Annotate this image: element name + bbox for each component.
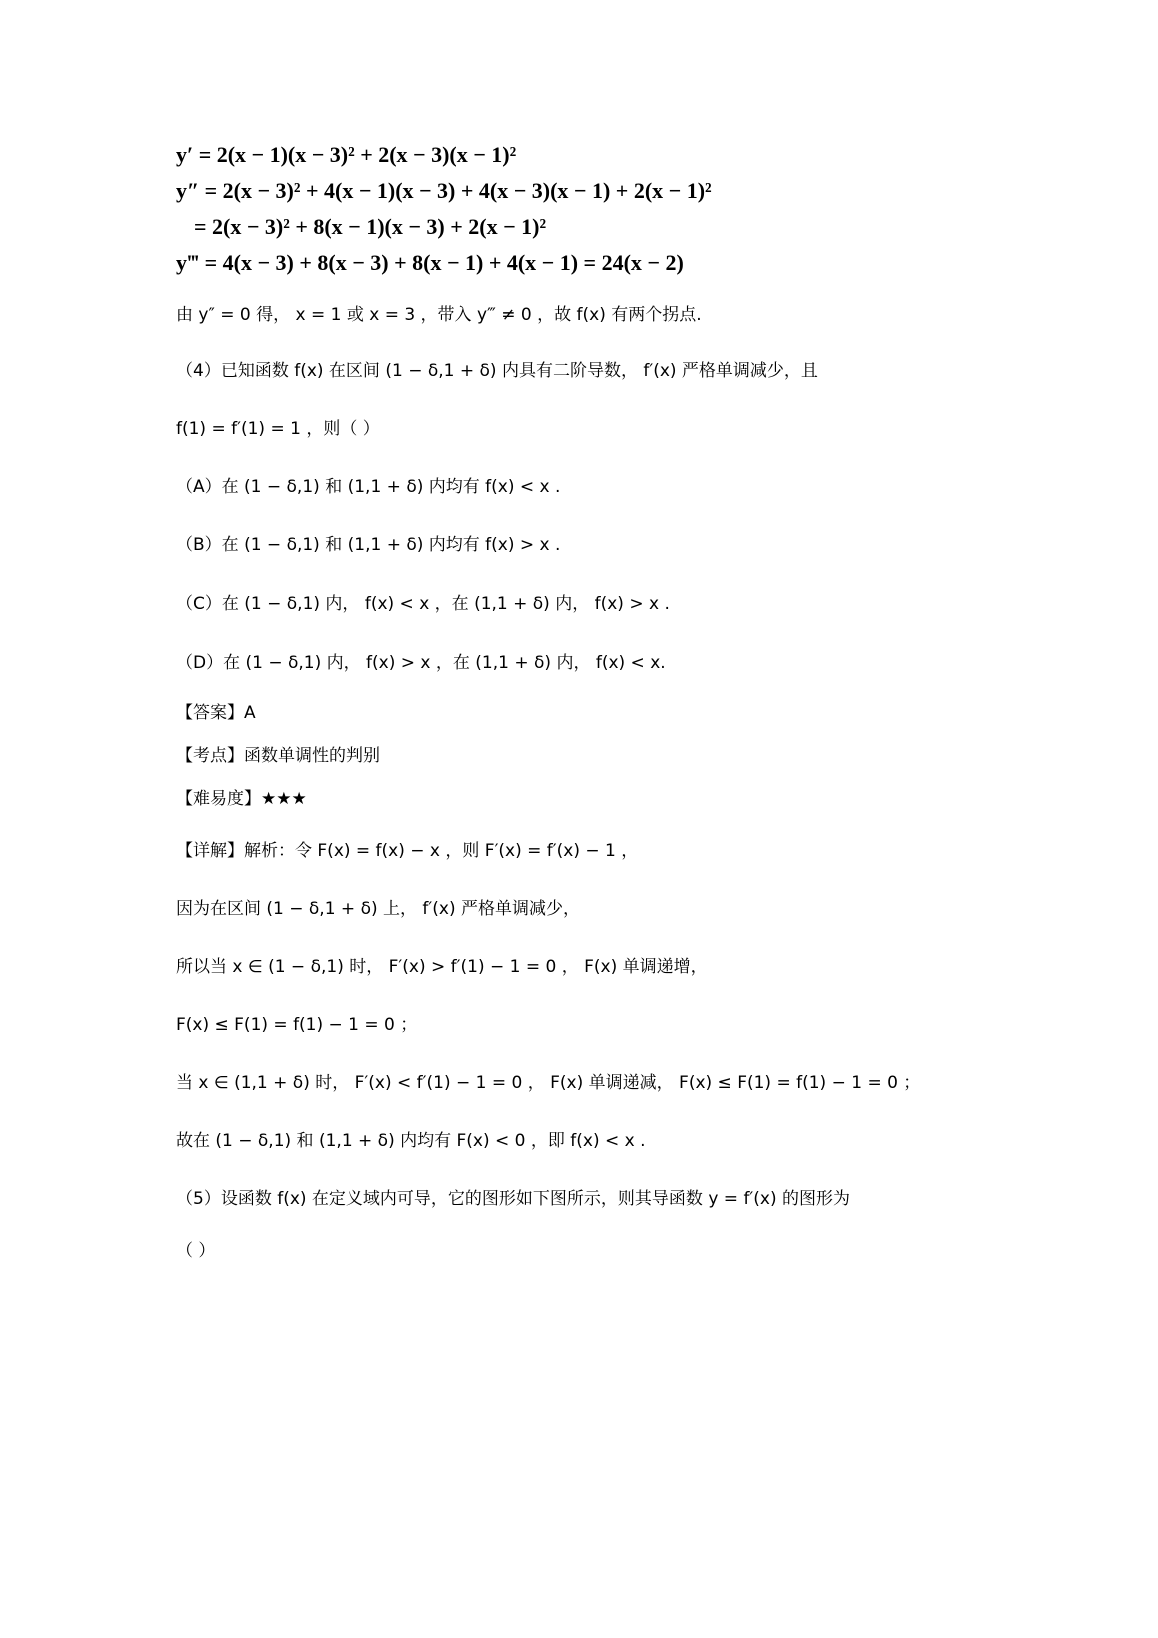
- detail-line-5: 当 x ∈ (1,1 + δ) 时， F′(x) < f′(1) − 1 = 0 ， F(x) 单调递减， F(x) ≤ F(1) = f(1) − 1 = 0 ；: [176, 1073, 921, 1093]
- question-4-condition: f(1) = f′(1) = 1 ，则（ ）: [176, 419, 380, 439]
- question-5-blank: （ ）: [176, 1241, 216, 1261]
- answer-label: 【答案】A: [176, 703, 256, 723]
- topic-label: 【考点】函数单调性的判别: [176, 746, 380, 766]
- option-c: （C）在 (1 − δ,1) 内， f(x) < x ，在 (1,1 + δ) 内， f(x) > x .: [176, 594, 670, 614]
- option-b: （B）在 (1 − δ,1) 和 (1,1 + δ) 内均有 f(x) > x .: [176, 535, 561, 555]
- derivative-y3: y‴ = 4(x − 3) + 8(x − 3) + 8(x − 1) + 4(x − 1) = 24(x − 2): [176, 250, 684, 275]
- derivative-y1: y′ = 2(x − 1)(x − 3)² + 2(x − 3)(x − 1)²: [176, 142, 517, 167]
- inflection-conclusion: 由 y″ = 0 得， x = 1 或 x = 3 ，带入 y‴ ≠ 0 ，故 f(x) 有两个拐点.: [176, 305, 702, 325]
- derivative-y2-simplified: = 2(x − 3)² + 8(x − 1)(x − 3) + 2(x − 1)²: [194, 214, 547, 239]
- detail-line-2: 因为在区间 (1 − δ,1 + δ) 上， f′(x) 严格单调减少，: [176, 899, 580, 919]
- derivative-y2: y″ = 2(x − 3)² + 4(x − 1)(x − 3) + 4(x − 3)(x − 1) + 2(x − 1)²: [176, 178, 712, 203]
- detail-line-1: 【详解】解析：令 F(x) = f(x) − x ，则 F′(x) = f′(x) − 1 ，: [176, 841, 639, 861]
- question-5-stem: （5）设函数 f(x) 在定义域内可导，它的图形如下图所示，则其导函数 y = f′(x) 的图形为: [176, 1189, 851, 1209]
- option-a: （A）在 (1 − δ,1) 和 (1,1 + δ) 内均有 f(x) < x .: [176, 477, 561, 497]
- detail-line-6: 故在 (1 − δ,1) 和 (1,1 + δ) 内均有 F(x) < 0 ，即 f(x) < x .: [176, 1131, 646, 1151]
- detail-line-3: 所以当 x ∈ (1 − δ,1) 时， F′(x) > f′(1) − 1 = 0 ， F(x) 单调递增，: [176, 957, 708, 977]
- detail-line-4: F(x) ≤ F(1) = f(1) − 1 = 0 ；: [176, 1015, 418, 1035]
- option-d: （D）在 (1 − δ,1) 内， f(x) > x ，在 (1,1 + δ) 内， f(x) < x.: [176, 653, 666, 673]
- question-4-stem: （4）已知函数 f(x) 在区间 (1 − δ,1 + δ) 内具有二阶导数， f′(x) 严格单调减少，且: [176, 361, 818, 381]
- difficulty-label: 【难易度】★★★: [176, 789, 307, 809]
